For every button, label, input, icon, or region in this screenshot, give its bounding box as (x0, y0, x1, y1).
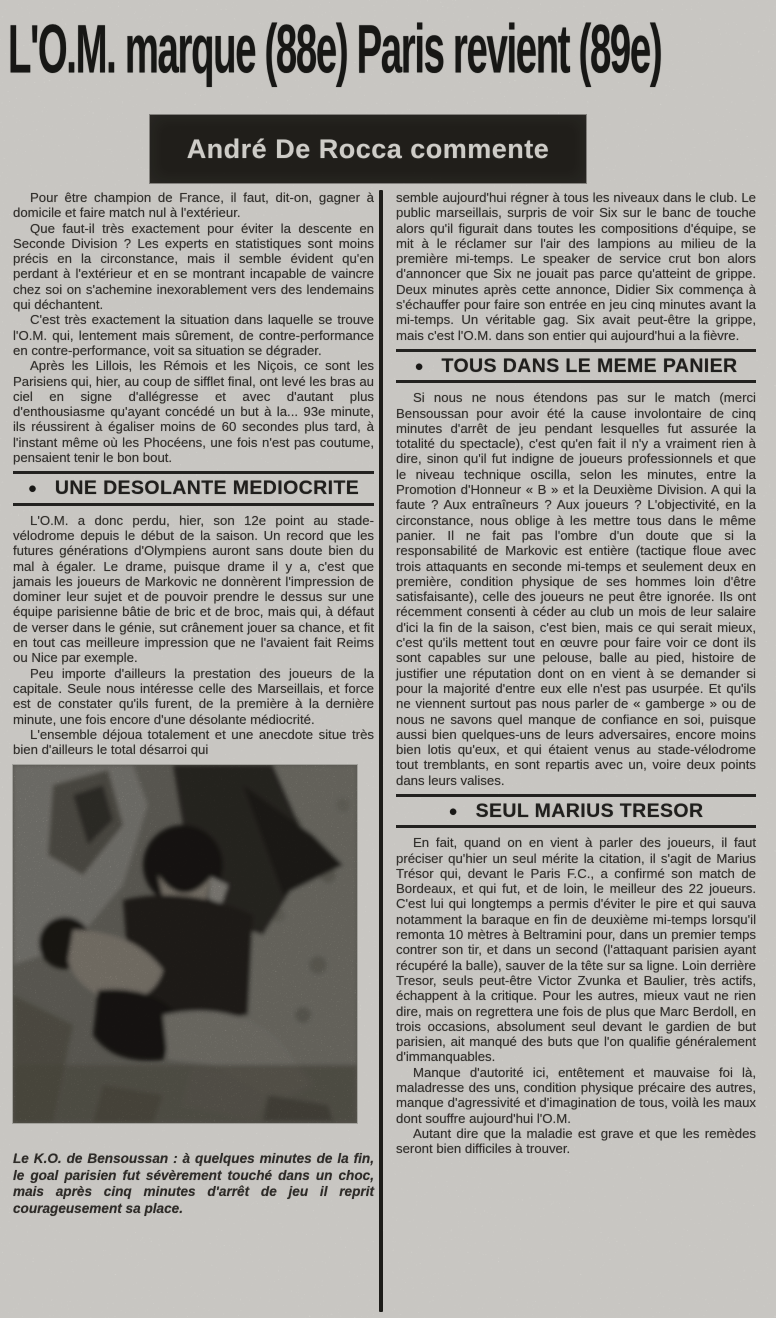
section-title: SEUL MARIUS TRESOR (475, 799, 704, 822)
right-column (396, 190, 756, 1157)
article-paragraph: L'O.M. a donc perdu, hier, son 12e point au stade-vélodrome depuis le début de la saison. Un record que les futures générations d'Olympiens auront sans doute bien du mal à égaler. Le drame, puisque drame il y a, c'est que jamais les joueurs de Markovic ne donnèrent l'impression de dominer leur sujet et de pouvoir prendre le dessus sur une équipe parisienne bâtie de bric et de broc, mais qui, à défaut de verser dans le génie, sut crânement jouer sa chance, et fit en tout cas meilleure impression que ne l'avaient fait Reims ou Nice par exemple. (13, 512, 374, 666)
rule-line (396, 380, 756, 383)
section-header (396, 794, 756, 828)
headline: L'O.M. marque (88e) Paris revient (89e) (8, 11, 662, 88)
left-column (13, 190, 374, 1217)
section-header-row (396, 352, 756, 380)
column-divider (379, 190, 383, 1312)
article-paragraph: semble aujourd'hui régner à tous les niveaux dans le club. Le public marseillais, surpris de voir Six sur le banc de touche alors qu'il figurait dans toutes les compositions d'équipe, se mit à le réclamer sur l'air des lampions au milieu de la première mi-temps. Le speaker de service crut bon alors d'annoncer que Six ne jouait pas parce qu'atteint de grippe. Deux minutes après cette annonce, Didier Six commença à s'échauffer pour faire son entrée en jeu cinq minutes avant la mi-temps. Un véritable gag. Six avait peut-être la grippe, mais c'est l'O.M. dans son entier qui aujourd'hui a la fièvre. (396, 190, 756, 343)
article-paragraph: Autant dire que la maladie est grave et que les remèdes seront bien difficiles à trouver. (396, 1125, 756, 1157)
byline-banner (150, 115, 586, 183)
injured-goalkeeper-photo (13, 765, 357, 1123)
section-header-row (396, 797, 756, 825)
article-paragraph: Après les Lillois, les Rémois et les Niçois, ce sont les Parisiens qui, hier, au coup de sifflet final, ont levé les bras au ciel en signe d'allégresse et avec d'autant plus d'enthousiasme qu'ayant concédé un but à la... 93e minute, ils réussirent à égaliser moins de 60 secondes plus tard, à l'instant même où les Phocéens, une fois n'est pas coutume, pensaient tenir le bon bout. (13, 358, 374, 466)
bullet-icon: ● (414, 358, 424, 376)
article-paragraph: Peu importe d'ailleurs la prestation des joueurs de la capitale. Seule nous intéresse celle des Marseillais, et force est de constater qu'ils furent, de la première à la dernière minute, une fois encore d'une désolante médiocrité. (13, 665, 374, 727)
rule-line (13, 503, 374, 506)
bullet-icon: ● (27, 480, 37, 498)
section-header (396, 349, 756, 383)
section-header-row (13, 474, 374, 502)
article-paragraph: En fait, quand on en vient à parler des joueurs, il faut préciser qu'hier un seul mérite la citation, il s'agit de Marius Trésor qui, devant le Paris F.C., a confirmé son match de Bordeaux, et qui fut, et de loin, le meilleur des 22 joueurs. C'est lui qui longtemps a permis d'éviter le pire et qui sauva notamment la baraque en fin de deuxième mi-temps lorsqu'il remonta 10 mètres à Beltramini pour, dans un premier temps contrer son tir, et dans un second (l'attaquant parisien ayant récupéré la balle), sauver de la tête sur sa ligne. Loin derrière Tresor, seuls peut-être Victor Zvunka et Baulier, très actifs, échappent à la critique. Pour les autres, mieux vaut ne rien dire, mais on regrettera une fois de plus que Marc Berdoll, en trois occasions, absolument seul devant le gardien de but parisien, ait manqué des buts que l'on qualifie généralement d'immanquables. (396, 835, 756, 1065)
section-title: TOUS DANS LE MEME PANIER (441, 354, 738, 377)
byline-banner-text: André De Rocca commente (186, 133, 550, 164)
article-paragraph: Manque d'autorité ici, entêtement et mauvaise foi là, maladresse des uns, condition physique précaire des autres, manque d'agressivité et d'imagination de tous, voilà les maux dont souffre aujourd'hui l'O.M. (396, 1064, 756, 1126)
article-paragraph: Pour être champion de France, il faut, dit-on, gagner à domicile et faire match nul à l'extérieur. (13, 190, 374, 221)
rule-line (396, 825, 756, 828)
section-header (13, 471, 374, 505)
article-paragraph: L'ensemble déjoua totalement et une anecdote situe très bien d'ailleurs le total désarroi qui (13, 726, 374, 758)
article-paragraph: Que faut-il très exactement pour éviter la descente en Seconde Division ? Les experts en statistiques sont moins précis en la circonstance, mais il semble évident qu'en perdant à l'extérieur et en se montrant incapable de vaincre chez soi on s'achemine inexorablement vers des lendemains qui déchantent. (13, 220, 374, 313)
article-paragraph: Si nous ne nous étendons pas sur le match (merci Bensoussan pour avoir été la cause involontaire de cinq minutes d'arrêt de jeu pendant lesquelles fut assurée la totalité du spectacle), c'est qu'en fait il n'y a vraiment rien à dire, sinon qu'il fut indigne de joueurs professionnels et que le niveau technique oscilla, selon les minutes, entre la Promotion d'Honneur « B » et la Deuxième Division. A qui la faute ? Aux entraîneurs ? Aux joueurs ? L'objectivité, en la circonstance, nous oblige à les mettre tous dans le même panier. Il ne fait pas l'ombre d'un doute que si la responsabilité de Markovic est entière (tactique floue avec trois attaquants en seconde mi-temps et seulement deux en première, condition physique de ses hommes loin d'être satisfaisante), celle des joueurs ne peut être ignorée. Ils ont récemment consenti à céder au club un mois de leur salaire d'ici la fin de la saison, c'est bien, mais ce qui serait mieux, c'est qu'ils mettent tout en œuvre pour faire voir ce dont ils sont capables sur une pelouse, balle au pied, histoire de justifier une réputation dont on en vient à se demander si pour la majorité d'entre eux elle n'est pas usurpée. Et qu'ils ne viennent surtout pas nous parler de « gamberge » ou de nous ne savons quel manque de confiance en soi, puisque aussi bien quelques-uns de leurs adversaires, encore moins bien lotis qu'eux, et qui étaient venus au stade-vélodrome tout tremblants, en sont repartis avec un, voire deux points dans leurs valises. (396, 390, 756, 788)
article-paragraph: C'est très exactement la situation dans laquelle se trouve l'O.M. qui, lentement mais sûrement, de contre-performance en contre-performance, voit sa situation se dégrader. (13, 312, 374, 358)
section-title: UNE DESOLANTE MEDIOCRITE (54, 477, 360, 500)
bullet-icon: ● (448, 803, 458, 821)
photo-caption: Le K.O. de Bensoussan : à quelques minutes de la fin, le goal parisien fut sévèrement touché dans un choc, mais après cinq minutes d'arrêt de jeu il reprit courageusement sa place. (13, 1151, 374, 1216)
